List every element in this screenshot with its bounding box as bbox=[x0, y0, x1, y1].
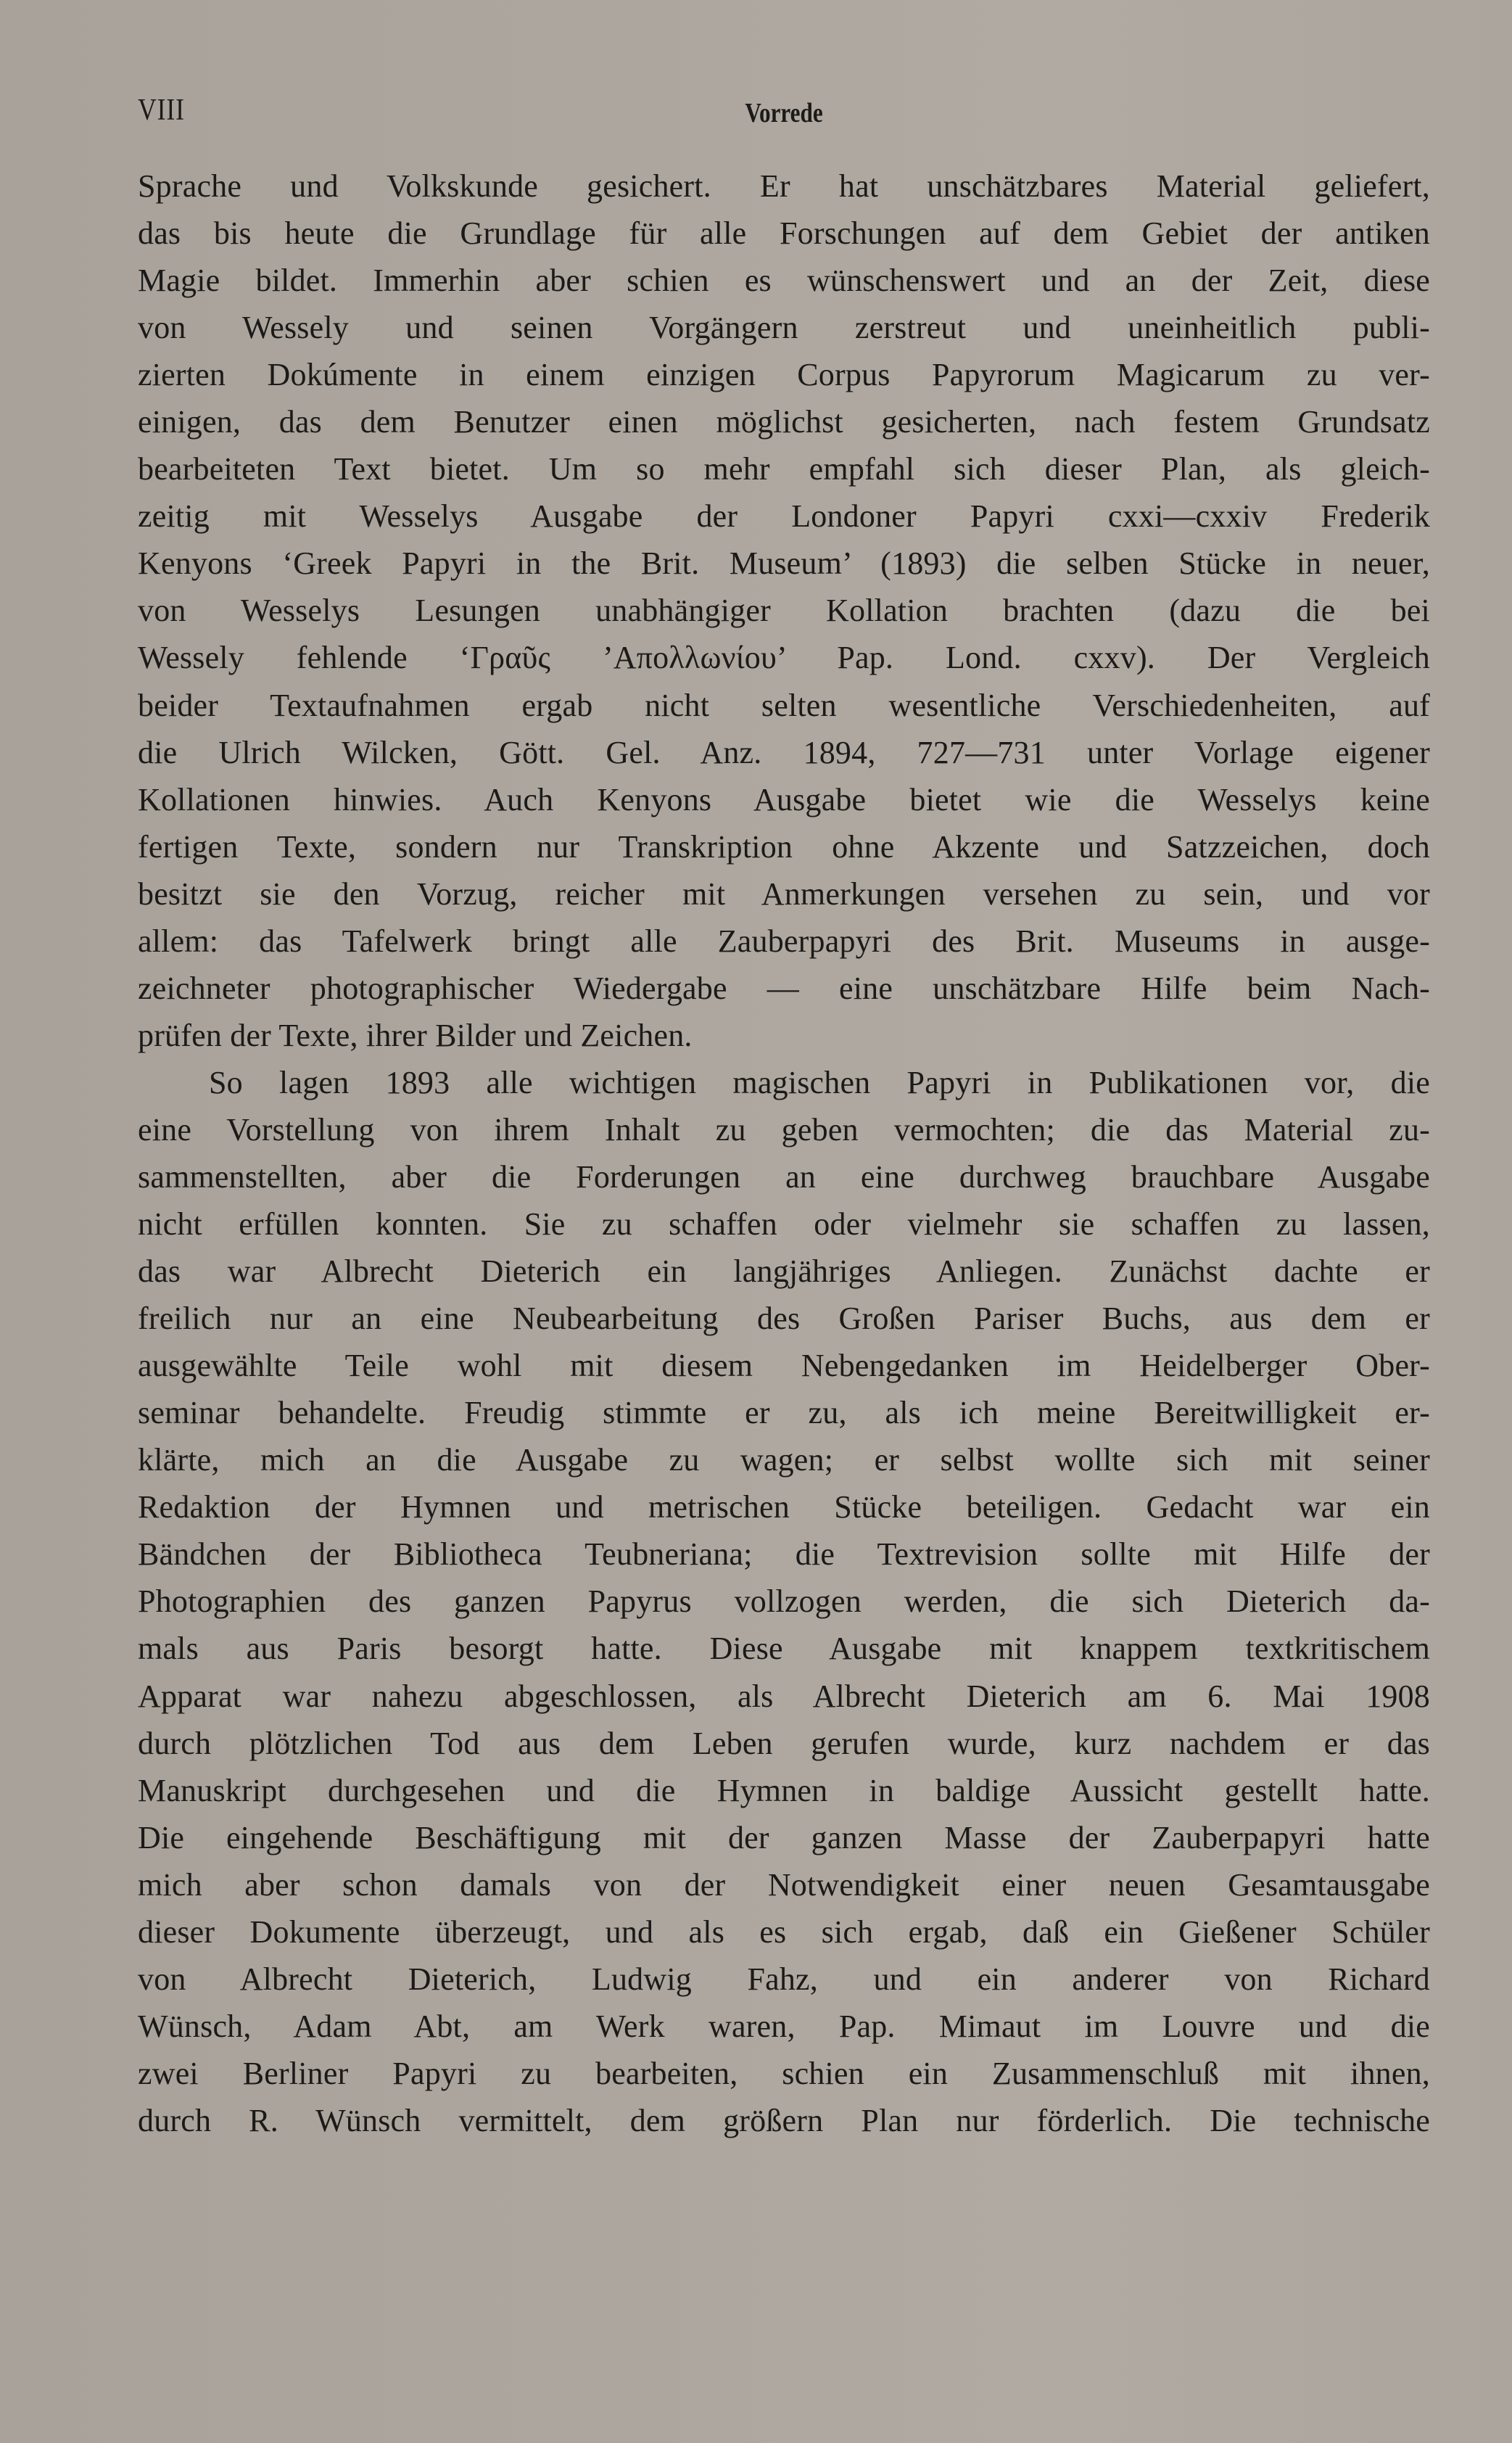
text-line: mich aber schon damals von der Notwendigkeit einer neuen Gesamtausgabe bbox=[138, 1866, 1430, 1903]
text-line: freilich nur an eine Neubearbeitung des Großen Pariser Buchs, aus dem er bbox=[138, 1301, 1430, 1337]
text-line: durch plötzlichen Tod aus dem Leben gerufen wurde, kurz nachdem er das bbox=[138, 1725, 1430, 1761]
page-number: VIII bbox=[138, 94, 185, 127]
page-header bbox=[138, 93, 1430, 136]
text-line: Photographien des ganzen Papyrus vollzogen werden, die sich Dieterich da- bbox=[138, 1583, 1430, 1620]
text-line: fertigen Texte, sondern nur Transkription ohne Akzente und Satzzeichen, doch bbox=[138, 828, 1430, 865]
text-line: mals aus Paris besorgt hatte. Diese Ausgabe mit knappem textkritischem bbox=[138, 1631, 1430, 1667]
text-line: Kenyons ‘Greek Papyri in the Brit. Museum’ (1893) die selben Stücke in neuer, bbox=[138, 545, 1430, 582]
text-line: Sprache und Volkskunde gesichert. Er hat unschätzbares Material geliefert, bbox=[138, 168, 1430, 204]
text-line: durch R. Wünsch vermittelt, dem größern Plan nur förderlich. Die technische bbox=[138, 2102, 1430, 2138]
text-line: Apparat war nahezu abgeschlossen, als Albrecht Dieterich am 6. Mai 1908 bbox=[138, 1678, 1430, 1714]
text-line: Wünsch, Adam Abt, am Werk waren, Pap. Mimaut im Louvre und die bbox=[138, 2008, 1430, 2044]
text-line: ausgewählte Teile wohl mit diesem Nebengedanken im Heidelberger Ober- bbox=[138, 1348, 1430, 1384]
running-title: Vorrede bbox=[745, 98, 823, 128]
text-line: Magie bildet. Immerhin aber schien es wünschenswert und an der Zeit, diese bbox=[138, 263, 1430, 299]
text-line: Die eingehende Beschäftigung mit der ganzen Masse der Zauberpapyri hatte bbox=[138, 1819, 1430, 1855]
text-line: prüfen der Texte, ihrer Bilder und Zeichen. bbox=[138, 1017, 693, 1053]
text-line: dieser Dokumente überzeugt, und als es sich ergab, daß ein Gießener Schüler bbox=[138, 1913, 1430, 1950]
text-line: eine Vorstellung von ihrem Inhalt zu geben vermochten; die das Material zu- bbox=[138, 1111, 1430, 1148]
text-line: von Wessely und seinen Vorgängern zerstreut und uneinheitlich publi- bbox=[138, 310, 1430, 346]
text-line: bearbeiteten Text bietet. Um so mehr empfahl sich dieser Plan, als gleich- bbox=[138, 451, 1430, 487]
text-line: zwei Berliner Papyri zu bearbeiten, schien ein Zusammenschluß mit ihnen, bbox=[138, 2055, 1430, 2091]
text-line: sammenstellten, aber die Forderungen an eine durchweg brauchbare Ausgabe bbox=[138, 1158, 1430, 1195]
text-line: einigen, das dem Benutzer einen möglichst gesicherten, nach festem Grundsatz bbox=[138, 404, 1430, 440]
text-line: Manuskript durchgesehen und die Hymnen in baldige Aussicht gestellt hatte. bbox=[138, 1772, 1430, 1808]
text-line: das war Albrecht Dieterich ein langjähriges Anliegen. Zunächst dachte er bbox=[138, 1253, 1430, 1290]
text-line: das bis heute die Grundlage für alle Forschungen auf dem Gebiet der antiken bbox=[138, 215, 1430, 252]
text-line: seminar behandelte. Freudig stimmte er zu, als ich meine Bereitwilligkeit er- bbox=[138, 1395, 1430, 1431]
text-line: die Ulrich Wilcken, Gött. Gel. Anz. 1894, 727—731 unter Vorlage eigener bbox=[138, 734, 1430, 770]
body-text bbox=[138, 162, 1430, 2144]
text-line: zeichneter photographischer Wiedergabe — eine unschätzbare Hilfe beim Nach- bbox=[138, 970, 1430, 1006]
text-line: So lagen 1893 alle wichtigen magischen Papyri in Publikationen vor, die bbox=[209, 1064, 1430, 1100]
text-line: zeitig mit Wesselys Ausgabe der Londoner Papyri cxxi—cxxiv Frederik bbox=[138, 498, 1430, 535]
text-line: von Wesselys Lesungen unabhängiger Kollation brachten (dazu die bei bbox=[138, 593, 1430, 629]
text-line: nicht erfüllen konnten. Sie zu schaffen oder vielmehr sie schaffen zu lassen, bbox=[138, 1206, 1430, 1243]
text-line: zierten Dokúmente in einem einzigen Corpus Papyrorum Magicarum zu ver- bbox=[138, 357, 1430, 393]
text-line: von Albrecht Dieterich, Ludwig Fahz, und ein anderer von Richard bbox=[138, 1961, 1430, 1997]
text-line: Redaktion der Hymnen und metrischen Stücke beteiligen. Gedacht war ein bbox=[138, 1489, 1430, 1525]
text-line: beider Textaufnahmen ergab nicht selten wesentliche Verschiedenheiten, auf bbox=[138, 687, 1430, 723]
text-line: Kollationen hinwies. Auch Kenyons Ausgabe bietet wie die Wesselys keine bbox=[138, 781, 1430, 817]
text-line: Wessely fehlende ‘Γραῦς ’Απολλωνίου’ Pap. Lond. cxxv). Der Vergleich bbox=[138, 640, 1430, 676]
text-line: besitzt sie den Vorzug, reicher mit Anmerkungen versehen zu sein, und vor bbox=[138, 876, 1430, 912]
text-line: klärte, mich an die Ausgabe zu wagen; er selbst wollte sich mit seiner bbox=[138, 1442, 1430, 1478]
text-line: Bändchen der Bibliotheca Teubneriana; die Textrevision sollte mit Hilfe der bbox=[138, 1536, 1430, 1573]
text-line: allem: das Tafelwerk bringt alle Zauberpapyri des Brit. Museums in ausge- bbox=[138, 923, 1430, 959]
